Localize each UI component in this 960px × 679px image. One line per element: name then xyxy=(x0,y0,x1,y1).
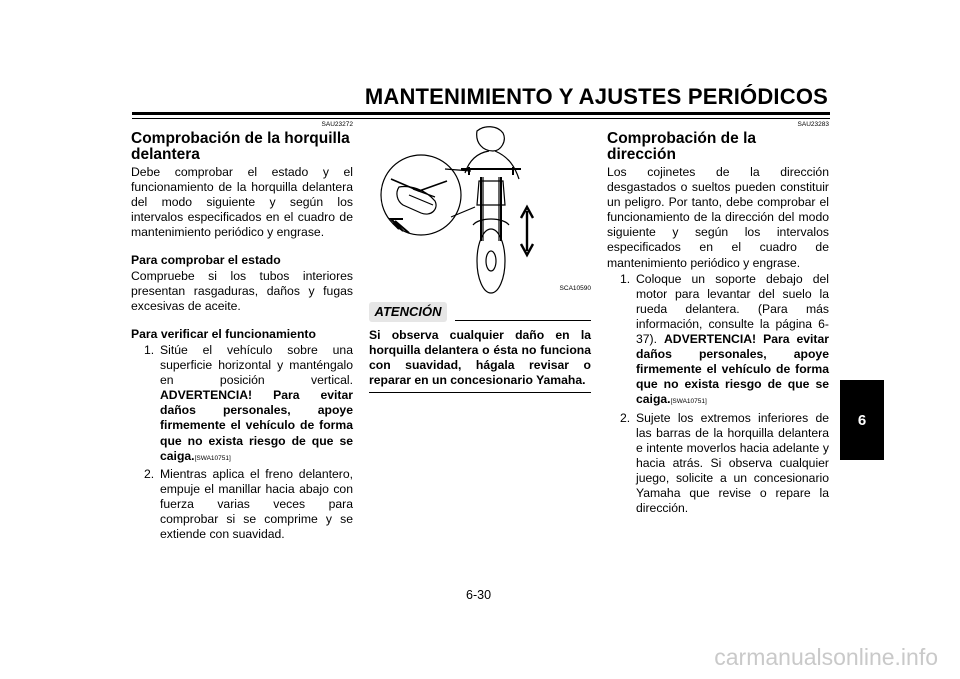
motorcycle-fork-drawing xyxy=(369,121,591,296)
section-title: Comprobación de la horquilla delantera xyxy=(131,130,350,163)
atencion-rule xyxy=(455,320,591,321)
page-header-title: MANTENIMIENTO Y AJUSTES PERIÓDICOS xyxy=(364,84,828,109)
chapter-tab[interactable]: 6 xyxy=(840,380,884,460)
subheading-operation: Para verificar el funcionamiento xyxy=(131,326,316,341)
warning-text: ADVERTENCIA! Para evitar daños personales, apoye firmemente el vehículo de forma que no exista riesgo de que se caiga. xyxy=(160,388,353,463)
step-number: 2. xyxy=(620,410,631,425)
atencion-badge: ATENCIÓN xyxy=(369,302,447,322)
section-intro: Debe comprobar el estado y el funcionamiento de la horquilla delantera del modo siguiente y según los intervalos especificados en el cuadro de mantenimiento periódico y engrase. xyxy=(131,165,353,240)
step-item xyxy=(131,343,353,466)
step-text: Sujete los extremos inferiores de las barras de la horquilla delantera e intente moverlos hacia adelante y hacia atrás. Si observa cualquier juego, solicite a un concesionario Yamaha que revise o repare la dirección. xyxy=(636,410,829,516)
section-code: SAU23283 xyxy=(797,121,829,128)
section-code: SAU23272 xyxy=(321,121,353,128)
step-item xyxy=(607,272,829,410)
fork-illustration xyxy=(369,121,591,296)
warning-code: [SWA10751] xyxy=(194,454,231,462)
step-item xyxy=(607,411,829,517)
column-fork-check xyxy=(131,121,353,542)
atencion-bottom-rule xyxy=(369,392,591,393)
section-title: Comprobación de la dirección xyxy=(607,130,756,163)
watermark: carmanualsonline.info xyxy=(714,644,938,670)
step-number: 1. xyxy=(144,342,155,357)
page-number: 6-30 xyxy=(466,588,492,602)
warning-text: ADVERTENCIA! Para evitar daños personales, apoye firmemente el vehículo de forma que no exista riesgo de que se caiga. xyxy=(636,332,829,407)
step-number: 2. xyxy=(144,466,155,481)
section-intro: Los cojinetes de la dirección desgastados o sueltos pueden constituir un peligro. Por tanto, debe comprobar el funcionamiento de la dirección del modo siguiente y según los intervalos especificados en el cuadro de mantenimiento periódico y engrase. xyxy=(607,165,829,270)
step-number: 1. xyxy=(620,271,631,286)
figure-code: SCA10590 xyxy=(559,284,591,292)
subheading-condition: Para comprobar el estado xyxy=(131,253,281,268)
step-body: Sitúe el vehículo sobre una superficie horizontal y manténgalo en posición vertical. xyxy=(160,342,353,388)
step-text: Mientras aplica el freno delantero, empuje el manillar hacia abajo con fuerza varias veces para comprobar si se comprime y se extiende con suavidad. xyxy=(160,466,353,542)
header-rule-thick xyxy=(132,112,830,115)
step-text xyxy=(160,343,353,466)
atencion-header xyxy=(369,302,591,324)
step-body: Coloque un soporte debajo del motor para levantar del suelo la rueda delantera. (Para más información, consulte la página 6-37). xyxy=(636,271,829,347)
condition-text: Compruebe si los tubos interiores presentan rasgaduras, daños y fugas excesivas de aceite. xyxy=(131,268,353,313)
column-steering-check xyxy=(607,121,829,516)
step-item xyxy=(131,467,353,542)
atencion-text: Si observa cualquier daño en la horquilla delantera o ésta no funciona con suavidad, hágala revisar o reparar en un concesionario Yamaha. xyxy=(369,328,591,388)
warning-code: [SWA10751] xyxy=(670,398,707,406)
header-rule-thin xyxy=(132,118,830,119)
step-text xyxy=(636,272,829,410)
column-illustration xyxy=(369,121,591,393)
